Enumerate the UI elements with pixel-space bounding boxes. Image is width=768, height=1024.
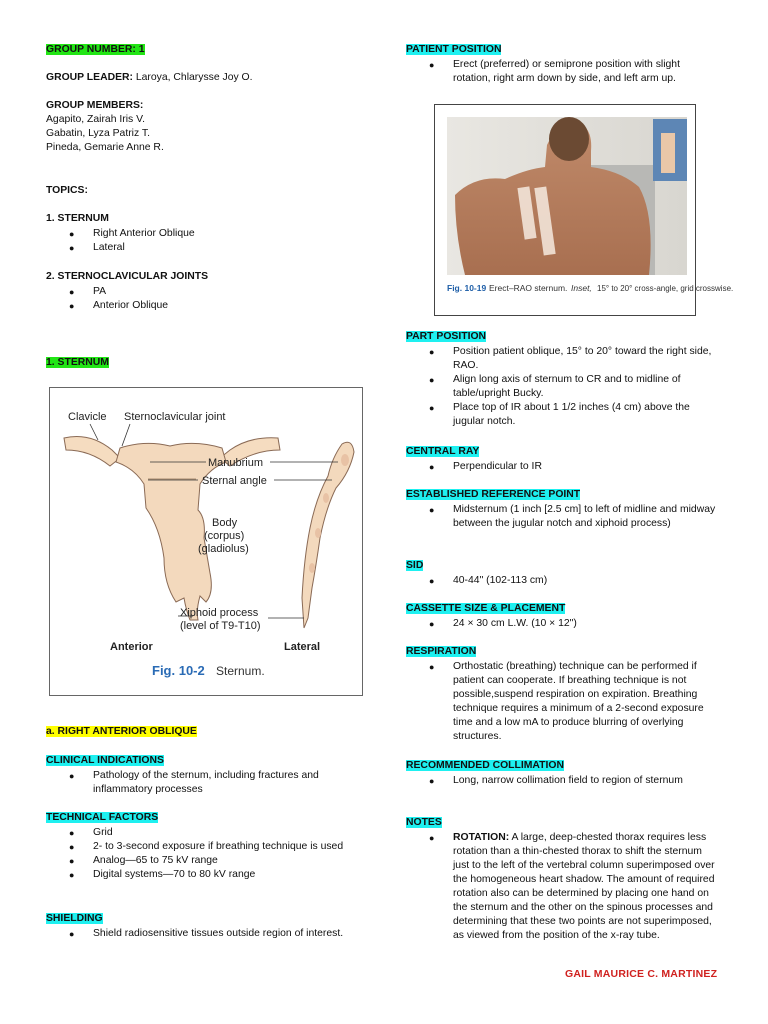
topics-label: TOPICS: xyxy=(46,185,88,196)
left-clavicle xyxy=(64,437,120,467)
list-item: ● Place top of IR about 1 1/2 inches (4 cm) above the jugular notch. xyxy=(406,401,716,429)
label-xiphoid: (level of T9-T10) xyxy=(180,620,261,632)
label-body: (gladiolus) xyxy=(198,543,249,555)
list-item: ● 40-44" (102-113 cm) xyxy=(406,574,716,588)
topic-title: 1. STERNUM xyxy=(46,213,109,224)
list-item: ● Midsternum (1 inch [2.5 cm] to left of midline and midway between the jugular notch and xiphoid process) xyxy=(406,503,716,531)
cassette xyxy=(406,602,716,631)
list-item: ● Analog—65 to 75 kV range xyxy=(46,854,376,868)
list-item: ● Grid xyxy=(46,826,376,840)
sternum-diagram xyxy=(49,387,363,696)
list-item: ● Perpendicular to IR xyxy=(406,460,716,474)
section-title: PART POSITION xyxy=(406,331,487,342)
label-clavicle: Clavicle xyxy=(68,411,107,423)
section-title: PATIENT POSITION xyxy=(406,44,502,55)
rotation-text: A large, deep-chested thorax requires less rotation than a thin-chested thorax to shift the sternum just to the left of the vertebral column superimposed over the homogeneous heart shadow. The amount of required rotation also can be determined by placing one hand on the sternum and the other on the spinous processes and determining that these two points are not superimposed, as viewed from the position of the x-ray tube. xyxy=(453,832,715,941)
section-title: CASSETTE SIZE & PLACEMENT xyxy=(406,603,566,614)
section-title: CLINICAL INDICATIONS xyxy=(46,755,164,766)
lateral-segment xyxy=(341,454,349,466)
list-item: ● Pathology of the sternum, including fractures and inflammatory processes xyxy=(46,769,376,797)
inset-figure xyxy=(661,133,675,173)
list-item: ● 24 × 30 cm L.W. (10 × 12") xyxy=(406,617,716,631)
notes xyxy=(406,816,718,943)
fig-caption-inset: Inset, xyxy=(571,283,592,293)
label-sternal-angle: Sternal angle xyxy=(202,475,267,487)
group-leader-label: GROUP LEADER: xyxy=(46,72,133,83)
list-item: ● Digital systems—70 to 80 kV range xyxy=(46,868,376,882)
group-number: GROUP NUMBER: 1 xyxy=(46,44,145,55)
list-item: ● Shield radiosensitive tissues outside region of interest. xyxy=(46,927,346,941)
list-item: ● Long, narrow collimation field to region of sternum xyxy=(406,774,718,788)
label-xiphoid: Xiphoid process xyxy=(180,607,259,619)
sternum-illustration xyxy=(50,388,362,695)
section-title: RECOMMENDED COLLIMATION xyxy=(406,760,564,771)
group-members xyxy=(46,99,164,155)
leader-line xyxy=(90,424,98,440)
label-anterior: Anterior xyxy=(110,641,153,653)
fig-caption-number: Fig. 10-19 xyxy=(447,283,487,293)
central-ray xyxy=(406,445,716,474)
group-member: Agapito, Zairah Iris V. xyxy=(46,114,145,125)
group-members-label: GROUP MEMBERS: xyxy=(46,100,144,111)
fig-caption-text: Erect–RAO sternum. xyxy=(489,283,568,293)
section-title: TECHNICAL FACTORS xyxy=(46,812,159,823)
rao-photo xyxy=(435,105,734,315)
section-title: SHIELDING xyxy=(46,913,103,924)
clinical-indications xyxy=(46,754,376,797)
section-title: CENTRAL RAY xyxy=(406,446,480,457)
lateral-segment xyxy=(309,563,315,573)
collimation xyxy=(406,759,718,788)
group-leader-value: Laroya, Chlarysse Joy O. xyxy=(132,72,253,83)
lateral-segment xyxy=(315,528,321,538)
group-leader xyxy=(46,71,253,85)
section-title: NOTES xyxy=(406,817,442,828)
shielding xyxy=(46,912,346,941)
sid xyxy=(406,559,716,588)
group-member: Gabatin, Lyza Patriz T. xyxy=(46,128,150,139)
lateral-segment xyxy=(323,493,329,503)
label-manubrium: Manubrium xyxy=(208,457,264,469)
rao-photo-figure xyxy=(434,104,734,316)
sternum-lateral xyxy=(302,442,354,628)
leader-line xyxy=(122,424,130,446)
fig-caption-text: Sternum. xyxy=(216,664,265,678)
topic-sc-joints xyxy=(46,270,376,313)
fig-caption-text: 15° to 20° cross-angle, grid crosswise. xyxy=(597,284,734,293)
fig-caption-number: Fig. 10-2 xyxy=(152,663,205,678)
label-body: (corpus) xyxy=(204,530,245,542)
list-item: ● 2- to 3-second exposure if breathing technique is used xyxy=(46,840,376,854)
part-position xyxy=(406,330,716,429)
list-item: ● PA xyxy=(46,285,376,299)
technical-factors xyxy=(46,811,376,882)
respiration xyxy=(406,645,718,744)
patient-head xyxy=(549,117,589,161)
list-item: ● Right Anterior Oblique xyxy=(46,227,376,241)
list-item: ● Anterior Oblique xyxy=(46,299,376,313)
reference-point xyxy=(406,488,716,531)
section-title: ESTABLISHED REFERENCE POINT xyxy=(406,489,581,500)
label-body: Body xyxy=(212,517,238,529)
section-title: RESPIRATION xyxy=(406,646,477,657)
list-item: ● Position patient oblique, 15° to 20° toward the right side, RAO. xyxy=(406,345,716,373)
list-item: ● Erect (preferred) or semiprone position with slight rotation, right arm down by side, and left arm up. xyxy=(406,58,716,86)
list-item: ● Orthostatic (breathing) technique can be performed if patient can cooperate. If breathing technique is not possible,suspend respiration on expiration. Breathing technique requires a minimum of a 2-second exposure time and a low mA to produce blurring of overlying structures. xyxy=(406,660,718,744)
label-sc-joint: Sternoclavicular joint xyxy=(124,411,226,423)
footer-author: GAIL MAURICE C. MARTINEZ xyxy=(565,968,718,980)
list-item: ● Align long axis of sternum to CR and to midline of table/upright Bucky. xyxy=(406,373,716,401)
topic-sternum xyxy=(46,212,376,255)
label-lateral: Lateral xyxy=(284,641,321,653)
section-title: SID xyxy=(406,560,424,571)
list-item: ● Lateral xyxy=(46,241,376,255)
sub-rao: a. RIGHT ANTERIOR OBLIQUE xyxy=(46,726,197,737)
list-item xyxy=(406,831,718,943)
group-member: Pineda, Gemarie Anne R. xyxy=(46,142,164,153)
patient-position xyxy=(406,43,716,86)
topic-title: 2. STERNOCLAVICULAR JOINTS xyxy=(46,271,209,282)
rotation-label: ROTATION: xyxy=(453,832,510,843)
section-sternum: 1. STERNUM xyxy=(46,357,109,368)
